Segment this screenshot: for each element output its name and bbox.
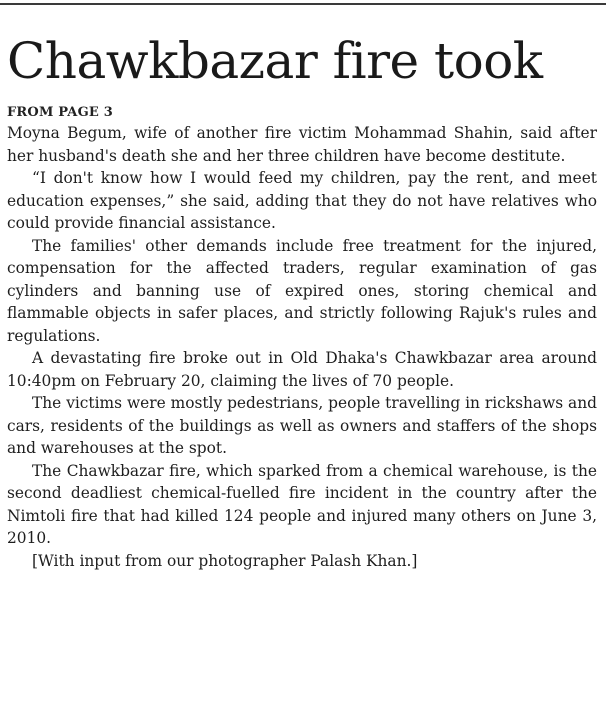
paragraph: The victims were mostly pedestrians, people travelling in rickshaws and cars, residents of the buildings as well as owners and staffers of the shops and warehouses at the spot. (7, 394, 597, 457)
article-body (7, 122, 597, 572)
jump-label: FROM PAGE 3 (7, 105, 113, 120)
paragraph: “I don't know how I would feed my children, pay the rent, and meet education expenses,” she said, adding that they do not have relatives who could provide financial assistance. (7, 169, 597, 232)
paragraph: The Chawkbazar fire, which sparked from a chemical warehouse, is the second deadliest chemical-fuelled fire incident in the country after the Nimtoli fire that had killed 124 people and injured many others on June 3, 2010. (7, 461, 597, 547)
paragraph: Moyna Begum, wife of another fire victim Mohammad Shahin, said after her husband's death she and her three children have become destitute. (7, 124, 597, 165)
paragraph: A devastating fire broke out in Old Dhaka's Chawkbazar area around 10:40pm on February 20, claiming the lives of 70 people. (7, 349, 597, 390)
headline: Chawkbazar fire took (7, 32, 543, 90)
article (7, 30, 597, 572)
paragraph: The families' other demands include free treatment for the injured, compensation for the affected traders, regular examination of gas cylinders and banning use of expired ones, storing chemical and flammable objects in safer places, and strictly following Rajuk's rules and regulations. (7, 236, 597, 345)
photo-credit: [With input from our photographer Palash Khan.] (32, 551, 418, 570)
top-rule (0, 3, 606, 5)
